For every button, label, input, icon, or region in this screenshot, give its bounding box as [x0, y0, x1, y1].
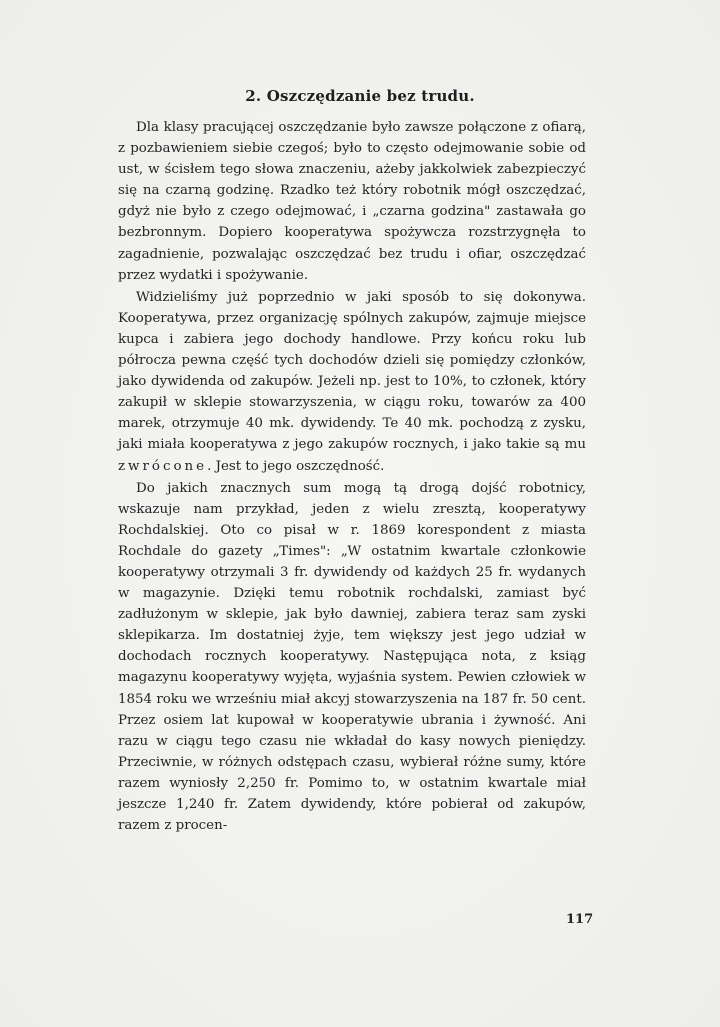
- paragraph-2-end: . Jest to jego oszczędność.: [207, 458, 385, 474]
- paragraph-2-text: Widzieliśmy już poprzednio w jaki sposób to się dokonywa. Kooperatywa, przez organizację spólnych zakupów, zajmuje miejsce kupca i zabiera jego dochody handlowe. Przy końcu roku lub półrocza pewna część tych dochodów dzieli się pomiędzy członków, jako dywidenda od zakupów. Jeżeli np. jest to 10%, to członek, który zakupił w sklepie stowarzyszenia, w ciągu roku, towarów za 400 marek, otrzymuje 40 mk. dywidendy. Te 40 mk. pochodzą z zysku, jaki miała kooperatywa z jego zakupów rocznych, i jako takie są mu: [118, 289, 586, 453]
- paragraph-1: [118, 117, 586, 286]
- paragraph-3: [118, 478, 586, 837]
- page-number: 117: [566, 912, 594, 927]
- paragraph-1-text: Dla klasy pracującej oszczędzanie było zawsze połączone z ofiarą, z pozbawieniem siebie czegoś; było to często odejmowanie sobie od ust, w ścisłem tego słowa znaczeniu, ażeby jakkolwiek zabezpieczyć się na czarną godzinę. Rzadko też który robotnik mógł oszczędzać, gdyż nie było z czego odejmować, i „czarna godzina" zastawała go bezbronnym. Dopiero kooperatywa spożywcza rozstrzygnęła to zagadnienie, pozwalając oszczędzać bez trudu i ofiar, oszczędzać przez wydatki i spożywanie.: [118, 120, 586, 283]
- emphasized-word: zwrócone: [118, 458, 208, 474]
- paragraph-2: [118, 287, 586, 477]
- body-text: [118, 117, 586, 836]
- section-heading: 2. Oszczędzanie bez trudu.: [245, 87, 475, 105]
- paragraph-3-text: Do jakich znacznych sum mogą tą drogą dojść robotnicy, wskazuje nam przykład, jeden z wielu zresztą, kooperatywy Rochdalskiej. Oto co pisał w r. 1869 korespondent z miasta Rochdale do gazety „Times": „W ostatnim kwartale członkowie kooperatywy otrzymali 3 fr. dywidendy od każdych 25 fr. wydanych w magazynie. Dzięki temu robotnik rochdalski, zamiast być zadłużonym w sklepie, jak było dawniej, zabiera teraz sam zyski sklepikarza. Im dostatniej żyje, tem większy jest jego udział w dochodach rocznych kooperatywy. Następująca nota, z ksiąg magazynu kooperatywy wyjęta, wyjaśnia system. Pewien człowiek w 1854 roku we wrześniu miał akcyj stowarzyszenia na 187 fr. 50 cent. Przez osiem lat kupował w kooperatywie ubrania i żywność. Ani razu w ciągu tego czasu nie wkładał do kasy nowych pieniędzy. Przeciwnie, w różnych odstępach czasu, wybierał różne sumy, które razem wyniosły 2,250 fr. Pomimo to, w ostatnim kwartale miał jeszcze 1,240 fr. Zatem dywidendy, które pobierał od zakupów, razem z procen-: [118, 480, 586, 834]
